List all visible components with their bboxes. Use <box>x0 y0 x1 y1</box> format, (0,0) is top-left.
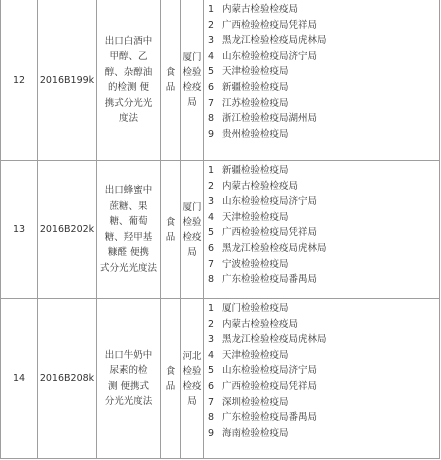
list-item-text: 山东检验检疫局济宁局 <box>222 365 318 377</box>
list-item <box>208 410 439 426</box>
method-name-line: 测 便携式 <box>107 380 150 392</box>
organization-line: 河北 <box>182 350 202 362</box>
list-item <box>208 96 439 112</box>
method-name-line: 糠醛 便携 <box>107 247 150 258</box>
list-item <box>208 332 439 348</box>
list-item-number: 5 <box>208 66 215 78</box>
list-item <box>208 111 439 127</box>
list-item-text: 山东检验检疫局济宁局 <box>222 50 318 62</box>
list-item-text: 贵州检验检疫局 <box>222 128 289 140</box>
list-item <box>208 225 439 241</box>
method-name <box>97 299 161 459</box>
list-item-text: 广西检验检疫局凭祥局 <box>222 380 318 392</box>
list-item <box>208 272 439 288</box>
list-item <box>208 49 439 65</box>
list-item <box>208 395 439 411</box>
list-item-text: 广东检验检疫局番禺局 <box>222 412 318 424</box>
list-item-number: 5 <box>208 365 215 377</box>
method-code: 2016B199k <box>38 0 97 161</box>
list-item <box>208 163 439 179</box>
list-item-text: 深圳检验检疫局 <box>222 396 289 408</box>
method-code: 2016B202k <box>38 161 97 299</box>
list-item <box>208 33 439 49</box>
organization <box>181 299 204 459</box>
participant-list <box>204 299 440 459</box>
list-item-number: 7 <box>208 97 215 109</box>
list-item <box>208 379 439 395</box>
list-item <box>208 80 439 96</box>
list-item <box>208 127 439 143</box>
organization-line: 厦门 <box>182 201 202 213</box>
organization-line: 检验 <box>182 216 202 228</box>
list-item <box>208 363 439 379</box>
list-item-text: 内蒙古检验检疫局 <box>222 4 299 15</box>
participant-list <box>204 161 440 299</box>
method-code: 2016B208k <box>38 299 97 459</box>
list-item-text: 江苏检验检疫局 <box>222 97 289 109</box>
list-item-text: 内蒙古检验检疫局 <box>222 318 299 330</box>
list-item-number: 3 <box>208 334 215 346</box>
list-item-text: 浙江检验检疫局湖州局 <box>222 113 318 125</box>
organization-line: 检验 <box>182 365 202 377</box>
category <box>161 299 181 459</box>
participant-list <box>204 0 440 161</box>
list-item-number: 4 <box>208 349 215 361</box>
list-item-number: 2 <box>208 19 215 31</box>
list-item <box>208 301 439 317</box>
list-item-number: 6 <box>208 380 215 392</box>
organization-line: 局 <box>187 97 197 108</box>
method-name-line: 分光光度法 <box>104 396 153 407</box>
method-name-line: 尿素的检 <box>109 365 148 376</box>
table-row <box>1 0 440 161</box>
list-item-number: 4 <box>208 50 215 62</box>
list-item-text: 广西检验检疫局凭祥局 <box>222 19 318 31</box>
row-number: 14 <box>1 299 38 459</box>
category <box>161 161 181 299</box>
list-item-number: 1 <box>208 165 215 176</box>
list-item-text: 广东检验检疫局番禺局 <box>222 274 318 286</box>
method-name-line: 糖、葡萄 <box>109 216 148 227</box>
row-number: 12 <box>1 0 38 161</box>
list-item <box>208 241 439 257</box>
list-item-text: 黑龙江检验检疫局虎林局 <box>222 242 327 254</box>
list-item-number: 7 <box>208 258 215 270</box>
organization-line: 局 <box>187 246 197 258</box>
row-number: 13 <box>1 161 38 299</box>
list-item-text: 天津检验检疫局 <box>222 66 289 78</box>
list-item <box>208 317 439 333</box>
method-name-line: 出口蜂蜜中 <box>104 185 153 196</box>
list-item-number: 7 <box>208 396 215 408</box>
method-name <box>97 0 161 161</box>
list-item-number: 2 <box>208 180 215 192</box>
list-item-text: 黑龙江检验检疫局虎林局 <box>222 334 327 346</box>
list-item <box>208 426 439 442</box>
list-item-number: 8 <box>208 113 215 125</box>
method-name-line: 式分光光度法 <box>99 262 157 274</box>
organization-line: 厦门 <box>182 52 202 63</box>
organization <box>181 0 204 161</box>
category-char: 食 <box>165 365 176 377</box>
list-item-number: 9 <box>208 128 215 140</box>
category-char: 品 <box>165 231 176 243</box>
category-char: 食 <box>165 216 176 228</box>
list-item-text: 天津检验检疫局 <box>222 349 289 361</box>
list-item <box>208 257 439 273</box>
category-char: 食 <box>165 67 176 78</box>
list-item-number: 3 <box>208 35 215 47</box>
organization-line: 检疫 <box>182 380 202 392</box>
list-item <box>208 194 439 210</box>
list-item <box>208 64 439 80</box>
list-item-text: 宁波检验检疫局 <box>222 258 289 270</box>
organization-line: 局 <box>187 395 197 407</box>
list-item-number: 1 <box>208 303 215 314</box>
method-name-line: 糖、羟甲基 <box>104 231 153 243</box>
list-item-text: 天津检验检疫局 <box>222 211 289 223</box>
list-item-text: 厦门检验检疫局 <box>222 303 289 314</box>
organization <box>181 161 204 299</box>
list-item-number: 8 <box>208 412 215 424</box>
organization-line: 检验 <box>182 67 202 78</box>
method-name-line: 携式分光光 <box>104 97 153 109</box>
organization-line: 检疫 <box>182 231 202 243</box>
list-item-number: 8 <box>208 274 215 286</box>
method-name-line: 甲醇、乙 <box>109 51 148 62</box>
method-name-line: 蔗糖、果 <box>109 200 148 212</box>
list-item-number: 9 <box>208 427 215 439</box>
table-row <box>1 299 440 459</box>
list-item-text: 山东检验检疫局济宁局 <box>222 196 318 208</box>
list-item-number: 6 <box>208 242 215 254</box>
method-name-line: 出口白酒中 <box>104 35 153 47</box>
list-item-number: 5 <box>208 227 215 239</box>
list-item-number: 6 <box>208 81 215 93</box>
list-item-number: 2 <box>208 318 215 330</box>
method-name-line: 出口牛奶中 <box>104 349 153 361</box>
category-char: 品 <box>165 380 176 392</box>
method-name-line: 醇、杂醇油 <box>104 66 153 78</box>
list-item-text: 广西检验检疫局凭祥局 <box>222 227 318 239</box>
list-item-text: 新疆检验检疫局 <box>222 81 289 93</box>
list-item-number: 3 <box>208 196 215 208</box>
table-row <box>1 161 440 299</box>
method-name-line: 的检测 便 <box>107 82 150 93</box>
list-item-number: 1 <box>208 4 215 15</box>
list-item <box>208 18 439 34</box>
method-name <box>97 161 161 299</box>
list-item-number: 4 <box>208 211 215 223</box>
list-item <box>208 210 439 226</box>
list-item <box>208 2 439 18</box>
list-item-text: 新疆检验检疫局 <box>222 165 289 176</box>
method-name-line: 度法 <box>118 113 138 124</box>
list-item <box>208 348 439 364</box>
category <box>161 0 181 161</box>
list-item-text: 黑龙江检验检疫局虎林局 <box>222 35 327 47</box>
organization-line: 检疫 <box>182 82 202 93</box>
list-item-text: 内蒙古检验检疫局 <box>222 180 299 192</box>
list-item <box>208 179 439 195</box>
list-item-text: 海南检验检疫局 <box>222 427 289 439</box>
category-char: 品 <box>165 82 176 93</box>
